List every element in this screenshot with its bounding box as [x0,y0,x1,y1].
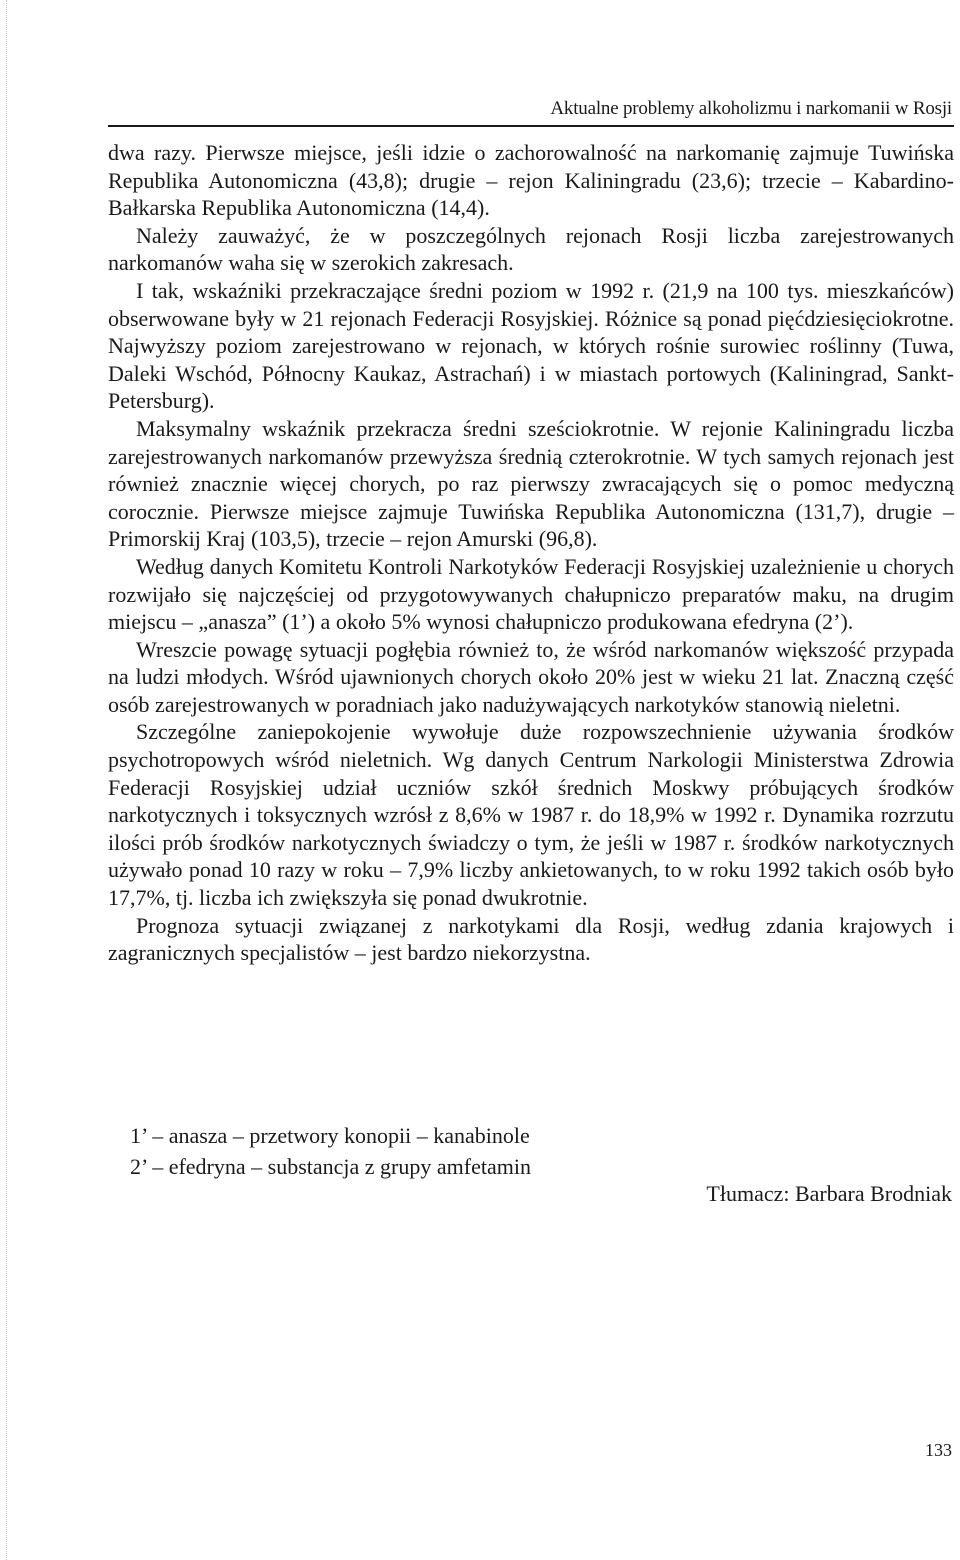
footnote: 1’ – anasza – przetwory konopii – kanabinole [130,1123,530,1148]
paragraph: Maksymalny wskaźnik przekracza średni sześciokrotnie. W rejonie Kaliningradu liczba zarejestrowanych narkomanów przewyższa średnią czterokrotnie. W tych samych rejonach jest również znacznie więcej chorych, po raz pierwszy zwracających się o pomoc medyczną corocznie. Pierwsze miejsce zajmuje Tuwińska Republika Autonomiczna (131,7), drugie – Primorskij Kraj (103,5), trzecie – rejon Amurski (96,8). [108,415,954,552]
header-rule [108,125,954,127]
paragraph: I tak, wskaźniki przekraczające średni poziom w 1992 r. (21,9 na 100 tys. mieszkańców) obserwowane były w 21 rejonach Federacji Rosyjskiej. Różnice są ponad pięćdziesięciokrotne. Najwyższy poziom zarejestrowano w rejonach, w których rośnie surowiec roślinny (Tuwa, Daleki Wschód, Północny Kaukaz, Astrachań) i w miastach portowych (Kaliningrad, Sankt-Petersburg). [108,277,954,414]
paragraph: Należy zauważyć, że w poszczególnych rejonach Rosji liczba zarejestrowanych narkomanów waha się w szerokich zakresach. [108,222,954,276]
paragraph: Prognoza sytuacji związanej z narkotykami dla Rosji, według zdania krajowych i zagranicznych specjalistów – jest bardzo niekorzystna. [108,912,954,966]
footnote: 2’ – efedryna – substancja z grupy amfetamin [130,1154,531,1179]
paragraph: Według danych Komitetu Kontroli Narkotyków Federacji Rosyjskiej uzależnienie u chorych rozwijało się najczęściej od przygotowywanych chałupniczo preparatów maku, na drugim miejscu – „anasza” (1’) a około 5% wynosi chałupniczo produkowana efedryna (2’). [108,553,954,635]
page-number: 133 [925,1440,952,1460]
translator-credit: Tłumacz: Barbara Brodniak [706,1181,952,1206]
footnotes [130,1120,930,1182]
paragraph: Szczególne zaniepokojenie wywołuje duże rozpowszechnienie używania środków psychotropowych wśród nieletnich. Wg danych Centrum Narkologii Ministerstwa Zdrowia Federacji Rosyjskiej udział uczniów szkół średnich Moskwy próbujących środków narkotycznych i toksycznych wzrósł z 8,6% w 1987 r. do 18,9% w 1992 r. Dynamika rozrzutu ilości prób środków narkotycznych świadczy o tym, że jeśli w 1987 r. środków narkotycznych używało ponad 10 razy w roku – 7,9% liczby ankietowanych, to w roku 1992 takich osób było 17,7%, tj. liczba ich zwiększyła się ponad dwukrotnie. [108,719,954,911]
article-body [108,139,954,967]
running-header: Aktualne problemy alkoholizmu i narkomanii w Rosji [550,98,952,119]
page-edge-dots [6,0,7,1560]
paragraph: Wreszcie powagę sytuacji pogłębia również to, że wśród narkomanów większość przypada na ludzi młodych. Wśród ujawnionych chorych około 20% jest w wieku 21 lat. Znaczną część osób zarejestrowanych w poradniach jako nadużywających narkotyków stanowią nieletni. [108,636,954,717]
paragraph: dwa razy. Pierwsze miejsce, jeśli idzie o zachorowalność na narkomanię zajmuje Tuwińska Republika Autonomiczna (43,8); drugie – rejon Kaliningradu (23,6); trzecie – Kabardino-Bałkarska Republika Autonomiczna (14,4). [108,140,954,221]
